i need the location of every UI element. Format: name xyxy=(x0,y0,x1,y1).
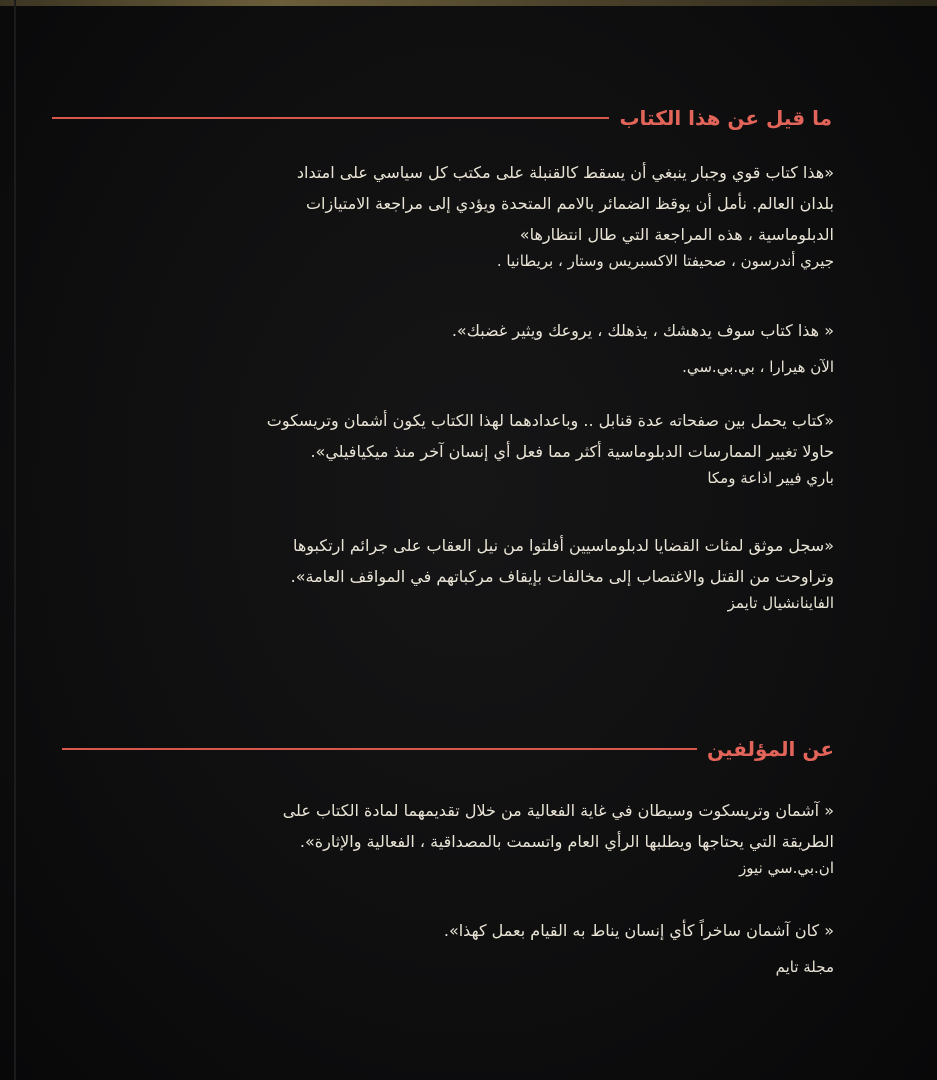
quote-attribution: ان.بي.سي نيوز xyxy=(739,859,834,877)
quote-text xyxy=(48,315,834,346)
quote-attribution: باري فيير اذاعة ومكا xyxy=(707,469,834,487)
quote-line: وتراوحت من القتل والاغتصاب إلى مخالفات بإيقاف مركباتهم في المواقف العامة». xyxy=(290,567,834,586)
quote-line: «سجل موثق لمئات القضايا لدبلوماسيين أفلتوا من نيل العقاب على جرائم ارتكبوها xyxy=(292,536,834,555)
quote-line: حاولا تغيير الممارسات الدبلوماسية أكثر مما فعل أي إنسان آخر منذ ميكيافيلي». xyxy=(310,442,834,461)
section-heading-reviews xyxy=(52,103,832,133)
quote-line: « آشمان وتريسكوت وسيطان في غاية الفعالية من خلال تقديمهما لمادة الكتاب على xyxy=(282,801,834,820)
section-title: عن المؤلفين xyxy=(706,737,834,761)
review-quote xyxy=(48,530,834,612)
quote-line: «هذا كتاب قوي وجبار ينبغي أن يسقط كالقنبلة على مكتب كل سياسي على امتداد xyxy=(296,163,834,182)
author-quote xyxy=(48,915,834,976)
quote-line: بلدان العالم. نأمل أن يوقظ الضمائر بالامم المتحدة ويؤدي إلى مراجعة الامتيازات xyxy=(305,194,834,213)
quote-text xyxy=(48,915,834,946)
quote-line: « هذا كتاب سوف يدهشك ، يذهلك ، يروعك ويثير غضبك». xyxy=(451,321,834,340)
quote-attribution: الفاينانشيال تايمز xyxy=(727,594,834,612)
quote-text xyxy=(48,795,834,857)
section-title: ما قيل عن هذا الكتاب xyxy=(619,106,832,130)
review-quote xyxy=(48,157,834,270)
quote-text xyxy=(48,530,834,592)
quote-attribution: مجلة تايم xyxy=(775,958,834,976)
quote-line: « كان آشمان ساخراً كأي إنسان يناط به القيام بعمل كهذا». xyxy=(443,921,834,940)
quote-line: الطريقة التي يحتاجها ويطلبها الرأي العام واتسمت بالمصداقية ، الفعالية والإثارة». xyxy=(299,832,834,851)
review-quote xyxy=(48,315,834,376)
quote-text xyxy=(48,157,834,250)
section-divider xyxy=(52,117,609,119)
quote-attribution: الآن هيرارا ، بي.بي.سي. xyxy=(682,358,834,376)
review-quote xyxy=(48,405,834,487)
section-heading-authors xyxy=(62,734,834,764)
quote-line: «كتاب يحمل بين صفحاته عدة قنابل .. وباعدادهما لهذا الكتاب يكون أشمان وتريسكوت xyxy=(266,411,834,430)
quote-attribution: جيري أندرسون ، صحيفتا الاكسبريس وستار ، بريطانيا . xyxy=(496,252,834,270)
author-quote xyxy=(48,795,834,877)
section-divider xyxy=(62,748,697,750)
cover-top-edge xyxy=(0,0,937,6)
cover-spine-crease xyxy=(14,0,16,1080)
quote-line: الدبلوماسية ، هذه المراجعة التي طال انتظارها» xyxy=(519,225,834,244)
quote-text xyxy=(48,405,834,467)
